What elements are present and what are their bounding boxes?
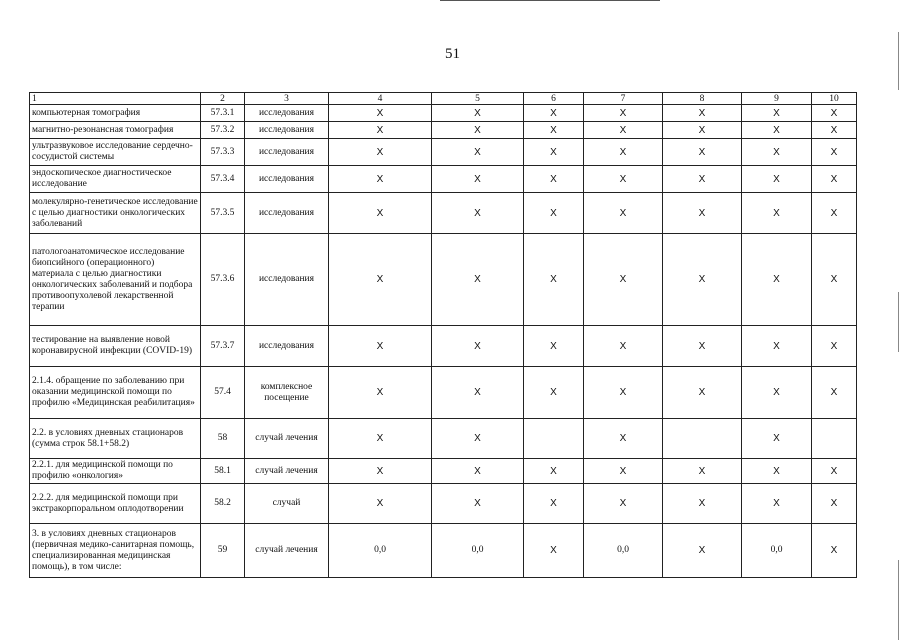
table-row: [30, 367, 857, 419]
table-cell-8: X: [663, 326, 742, 367]
table-cell-4: X: [329, 234, 432, 326]
table-cell-3: комплексное посещение: [245, 367, 329, 419]
table-row: [30, 326, 857, 367]
table-cell-2: 58.1: [201, 459, 245, 484]
table-cell-7: X: [584, 139, 663, 166]
table-cell-9: X: [742, 419, 812, 459]
table-cell-5: X: [432, 326, 524, 367]
table-cell-9: X: [742, 326, 812, 367]
table-cell-9: X: [742, 234, 812, 326]
table-cell-4: X: [329, 166, 432, 193]
header-cell-4: 4: [329, 93, 432, 105]
table-row: [30, 105, 857, 122]
table-cell-7: 0,0: [584, 524, 663, 578]
table-cell-3: исследования: [245, 326, 329, 367]
table-cell-1: 2.2.2. для медицинской помощи при экстракорпоральном оплодотворении: [30, 484, 201, 524]
table-cell-8: X: [663, 193, 742, 234]
table-cell-4: X: [329, 459, 432, 484]
header-cell-6: 6: [524, 93, 584, 105]
header-cell-8: 8: [663, 93, 742, 105]
table-cell-5: X: [432, 122, 524, 139]
table-cell-10: X: [812, 105, 857, 122]
table-cell-2: 57.3.3: [201, 139, 245, 166]
table-row: [30, 166, 857, 193]
table-cell-8: X: [663, 105, 742, 122]
table-cell-7: X: [584, 419, 663, 459]
table-cell-1: 2.2.1. для медицинской помощи по профилю «онкология»: [30, 459, 201, 484]
table-cell-5: 0,0: [432, 524, 524, 578]
table-cell-1: магнитно-резонансная томография: [30, 122, 201, 139]
table-row: [30, 524, 857, 578]
table-cell-2: 57.3.1: [201, 105, 245, 122]
table-cell-2: 57.4: [201, 367, 245, 419]
table-cell-6: X: [524, 459, 584, 484]
table-cell-9: X: [742, 193, 812, 234]
table-cell-5: X: [432, 105, 524, 122]
table-cell-6: X: [524, 166, 584, 193]
table-cell-6: X: [524, 326, 584, 367]
table-cell-1: 3. в условиях дневных стационаров (первичная медико-санитарная помощь, специализированная медицинская помощь), в том числе:: [30, 524, 201, 578]
table-cell-3: исследования: [245, 234, 329, 326]
header-cell-10: 10: [812, 93, 857, 105]
table-cell-5: X: [432, 234, 524, 326]
table-cell-1: 2.2. в условиях дневных стационаров (сумма строк 58.1+58.2): [30, 419, 201, 459]
table-cell-9: X: [742, 484, 812, 524]
table-row: [30, 193, 857, 234]
table-cell-6: X: [524, 122, 584, 139]
table-header-row: [30, 93, 857, 105]
table-cell-5: X: [432, 484, 524, 524]
table-row: [30, 139, 857, 166]
page-number: 51: [445, 46, 460, 62]
header-cell-2: 2: [201, 93, 245, 105]
table-cell-2: 57.3.5: [201, 193, 245, 234]
table-cell-1: молекулярно-генетическое исследование с целью диагностики онкологических заболеваний: [30, 193, 201, 234]
table-cell-4: 0,0: [329, 524, 432, 578]
table-cell-2: 59: [201, 524, 245, 578]
table-cell-8: [663, 419, 742, 459]
table-cell-8: X: [663, 139, 742, 166]
table-cell-4: X: [329, 326, 432, 367]
table-cell-10: X: [812, 524, 857, 578]
table-cell-1: ультразвуковое исследование сердечно-сосудистой системы: [30, 139, 201, 166]
table-cell-8: X: [663, 459, 742, 484]
header-cell-9: 9: [742, 93, 812, 105]
table-cell-2: 58.2: [201, 484, 245, 524]
table-cell-6: [524, 419, 584, 459]
data-table: [29, 92, 857, 578]
table-cell-10: X: [812, 193, 857, 234]
table-cell-9: X: [742, 122, 812, 139]
table-cell-4: X: [329, 419, 432, 459]
table-row: [30, 122, 857, 139]
table-cell-9: X: [742, 367, 812, 419]
header-cell-7: 7: [584, 93, 663, 105]
table-cell-9: 0,0: [742, 524, 812, 578]
table-cell-1: тестирование на выявление новой коронавирусной инфекции (COVID-19): [30, 326, 201, 367]
table-cell-5: X: [432, 139, 524, 166]
table-cell-7: X: [584, 484, 663, 524]
table-cell-7: X: [584, 166, 663, 193]
table-cell-4: X: [329, 105, 432, 122]
table-cell-8: X: [663, 367, 742, 419]
table-cell-3: случай: [245, 484, 329, 524]
table-cell-4: X: [329, 122, 432, 139]
table-cell-10: X: [812, 139, 857, 166]
table-cell-3: исследования: [245, 139, 329, 166]
table-cell-10: [812, 419, 857, 459]
table-cell-7: X: [584, 459, 663, 484]
table-cell-5: X: [432, 367, 524, 419]
header-cell-5: 5: [432, 93, 524, 105]
table-cell-4: X: [329, 367, 432, 419]
table-cell-10: X: [812, 484, 857, 524]
table-cell-2: 57.3.7: [201, 326, 245, 367]
table-cell-8: X: [663, 166, 742, 193]
table-cell-7: X: [584, 193, 663, 234]
table-cell-7: X: [584, 234, 663, 326]
table-cell-8: X: [663, 122, 742, 139]
table-row: [30, 459, 857, 484]
table-cell-7: X: [584, 122, 663, 139]
table-cell-1: 2.1.4. обращение по заболеванию при оказании медицинской помощи по профилю «Медицинская реабилитация»: [30, 367, 201, 419]
table-row: [30, 419, 857, 459]
table-cell-3: исследования: [245, 166, 329, 193]
table-cell-6: X: [524, 484, 584, 524]
table-cell-2: 58: [201, 419, 245, 459]
table-cell-3: случай лечения: [245, 524, 329, 578]
table-cell-10: X: [812, 166, 857, 193]
margin-mark: [898, 32, 899, 90]
table-cell-3: исследования: [245, 122, 329, 139]
table-cell-4: X: [329, 484, 432, 524]
table-cell-6: X: [524, 234, 584, 326]
table-cell-6: X: [524, 105, 584, 122]
table-cell-8: X: [663, 524, 742, 578]
table-cell-2: 57.3.2: [201, 122, 245, 139]
table-cell-1: компьютерная томография: [30, 105, 201, 122]
table-cell-1: эндоскопическое диагностическое исследование: [30, 166, 201, 193]
table-cell-3: исследования: [245, 105, 329, 122]
header-cell-1: 1: [30, 93, 201, 105]
table-cell-8: X: [663, 484, 742, 524]
table-cell-3: случай лечения: [245, 419, 329, 459]
table-cell-3: исследования: [245, 193, 329, 234]
table-cell-5: X: [432, 459, 524, 484]
table-row: [30, 484, 857, 524]
table-cell-4: X: [329, 139, 432, 166]
table-cell-10: X: [812, 459, 857, 484]
margin-mark: [898, 292, 899, 352]
header-cell-3: 3: [245, 93, 329, 105]
table-cell-9: X: [742, 139, 812, 166]
table-cell-5: X: [432, 166, 524, 193]
table-cell-4: X: [329, 193, 432, 234]
table-cell-8: X: [663, 234, 742, 326]
table-cell-6: X: [524, 367, 584, 419]
table-cell-10: X: [812, 367, 857, 419]
table-cell-6: X: [524, 524, 584, 578]
table-cell-5: X: [432, 193, 524, 234]
table-cell-3: случай лечения: [245, 459, 329, 484]
table-cell-10: X: [812, 122, 857, 139]
table-cell-6: X: [524, 193, 584, 234]
table-cell-7: X: [584, 105, 663, 122]
table-cell-10: X: [812, 234, 857, 326]
table-cell-6: X: [524, 139, 584, 166]
top-rule: [440, 0, 660, 1]
table-cell-9: X: [742, 105, 812, 122]
table-cell-10: X: [812, 326, 857, 367]
table-cell-2: 57.3.4: [201, 166, 245, 193]
table-cell-9: X: [742, 166, 812, 193]
table-cell-7: X: [584, 367, 663, 419]
table-cell-5: X: [432, 419, 524, 459]
table-row: [30, 234, 857, 326]
table-cell-1: патологоанатомическое исследование биопсийного (операционного) материала с целью диагностики онкологических заболеваний и подбора противоопухолевой лекарственной терапии: [30, 234, 201, 326]
margin-mark: [898, 560, 899, 640]
table-cell-7: X: [584, 326, 663, 367]
table-cell-9: X: [742, 459, 812, 484]
table-cell-2: 57.3.6: [201, 234, 245, 326]
